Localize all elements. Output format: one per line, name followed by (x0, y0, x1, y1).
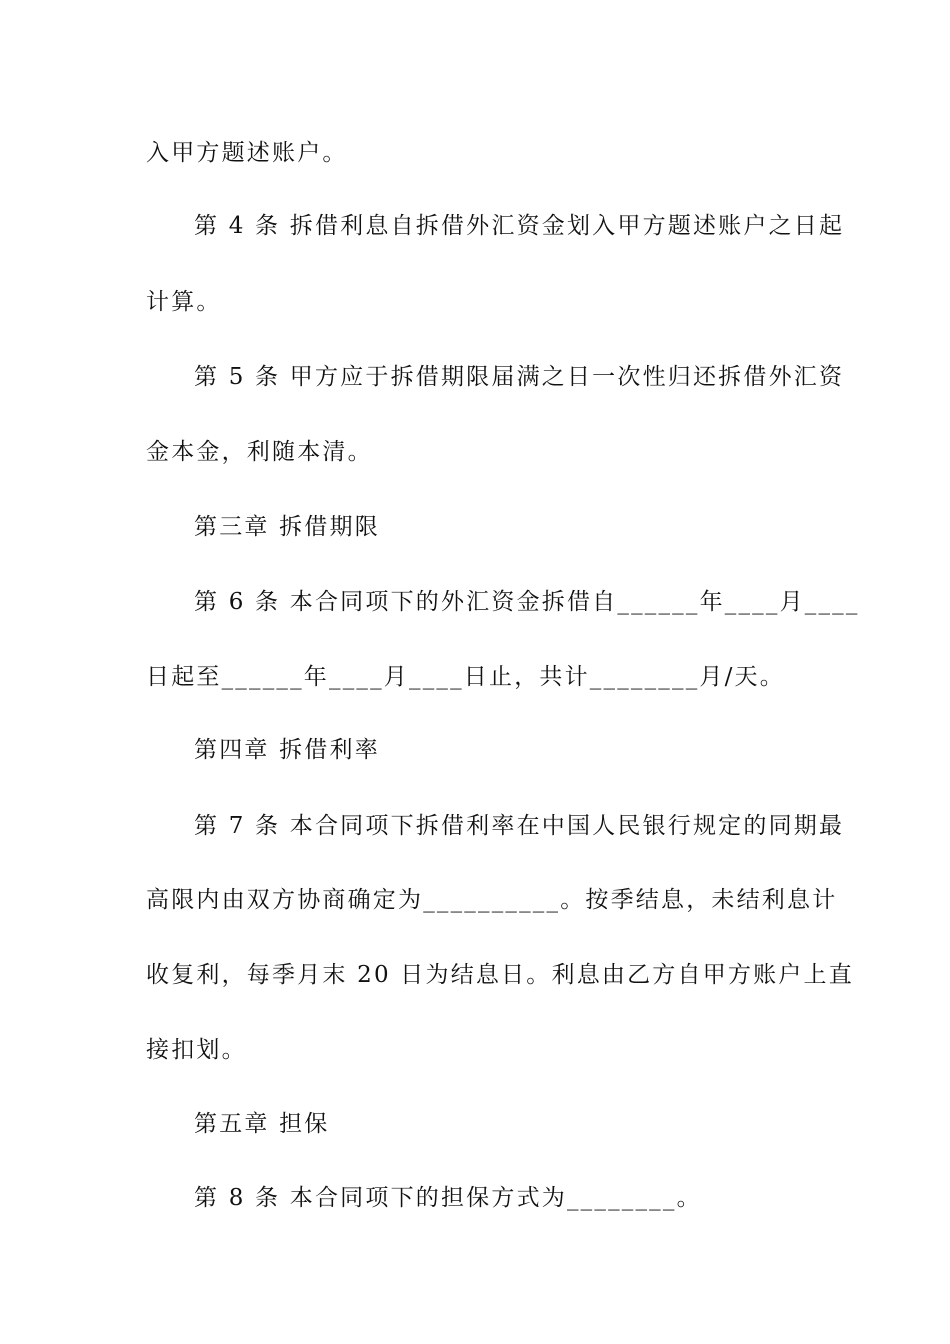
text-line: 金本金，利随本清。 (146, 439, 373, 465)
article-5-line: 第 5 条 甲方应于拆借期限届满之日一次性归还拆借外汇资 (194, 364, 845, 390)
text-line: 计算。 (146, 289, 222, 315)
article-4-line: 第 4 条 拆借利息自拆借外汇资金划入甲方题述账户之日起 (194, 213, 845, 239)
article-6-line: 第 6 条 本合同项下的外汇资金拆借自______年____月____ (194, 589, 860, 615)
text-line: 日起至______年____月____日止，共计________月/天。 (146, 664, 785, 690)
text-line: 高限内由双方协商确定为__________。按季结息，未结利息计 (146, 887, 838, 913)
text-line: 收复利，每季月末 20 日为结息日。利息由乙方自甲方账户上直 (146, 962, 854, 988)
text-line: 入甲方题述账户。 (146, 140, 348, 166)
article-8-line: 第 8 条 本合同项下的担保方式为________。 (194, 1185, 702, 1211)
chapter-4-heading: 第四章 拆借利率 (194, 737, 380, 763)
chapter-5-heading: 第五章 担保 (194, 1111, 330, 1137)
text-line: 接扣划。 (146, 1037, 247, 1063)
article-7-line: 第 7 条 本合同项下拆借利率在中国人民银行规定的同期最 (194, 813, 845, 839)
chapter-3-heading: 第三章 拆借期限 (194, 514, 380, 540)
